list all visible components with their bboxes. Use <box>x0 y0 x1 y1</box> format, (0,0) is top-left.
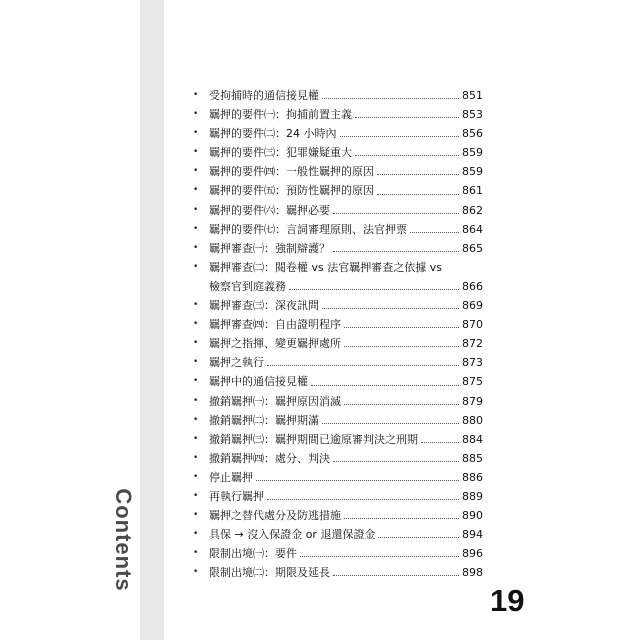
dot-leader <box>333 213 459 214</box>
toc-entry-page: 875 <box>462 375 483 389</box>
toc-entry-title: 羈押的要件㈥：羈押必要 <box>209 203 330 217</box>
toc-entry-title-continued: 檢察官到庭義務 <box>209 279 286 293</box>
toc-entry-title: 羈押之替代處分及防逃措施 <box>209 509 341 523</box>
toc-entry-page: 869 <box>462 299 483 313</box>
dot-leader <box>267 365 459 366</box>
toc-entry <box>193 124 483 143</box>
contents-side-label: Contents <box>111 488 136 592</box>
dot-leader <box>256 480 459 481</box>
toc-entry-title: 羈押的要件㈦：言詞審理原則、法官押票 <box>209 222 407 236</box>
toc-entry <box>193 392 483 411</box>
toc-entry-title: 羈押中的通信接見權 <box>209 375 308 389</box>
bullet-icon: • <box>193 433 199 444</box>
toc-entry-title: 羈押審查㈠：強制辯護？ <box>209 241 330 255</box>
bullet-icon: • <box>193 300 199 311</box>
dot-leader <box>344 327 459 328</box>
toc-entry <box>193 563 483 582</box>
toc-entry-page: 898 <box>462 566 483 580</box>
dot-leader <box>355 117 459 118</box>
toc-entry-page: 885 <box>462 451 483 465</box>
toc-entry-title: 受拘捕時的通信接見權 <box>209 89 319 102</box>
toc-entry-page: 890 <box>462 509 483 523</box>
dot-leader <box>333 251 459 252</box>
toc-entry-title: 再執行羈押 <box>209 489 264 503</box>
toc-entry <box>193 411 483 430</box>
dot-leader <box>378 537 459 538</box>
toc-entry-page: 864 <box>462 222 483 236</box>
bullet-icon: • <box>193 376 199 387</box>
bullet-icon: • <box>193 242 199 253</box>
bullet-icon: • <box>193 567 199 578</box>
toc-entry <box>193 487 483 506</box>
toc-entry-title: 羈押審查㈢：深夜訊問 <box>209 299 319 313</box>
toc-entry <box>193 258 483 296</box>
toc-entry-page: 894 <box>462 528 483 542</box>
dot-leader <box>311 385 459 386</box>
toc-entry-page: 886 <box>462 470 483 484</box>
toc-entry-title: 羈押的要件㈠：拘捕前置主義 <box>209 108 352 122</box>
toc-entry-title: 羈押的要件㈤：預防性羈押的原因 <box>209 184 374 198</box>
dot-leader <box>322 423 459 424</box>
toc-entry-page: 856 <box>462 127 483 141</box>
bullet-icon: • <box>193 471 199 482</box>
toc-entry-title: 限制出境㈡：期限及延長 <box>209 566 330 580</box>
toc-entry-title: 撤銷羈押㈣：處分、判決 <box>209 451 330 465</box>
toc-entry-title: 撤銷羈押㈡：羈押期滿 <box>209 413 319 427</box>
bullet-icon: • <box>193 414 199 425</box>
dot-leader <box>322 98 459 99</box>
toc-entry-page: 884 <box>462 432 483 446</box>
toc-entry-title: 撤銷羈押㈢：羈押期間已逾原審判決之刑期 <box>209 432 418 446</box>
bullet-icon: • <box>193 147 199 158</box>
dot-leader <box>344 346 459 347</box>
toc-entry <box>193 86 483 105</box>
bullet-icon: • <box>193 90 199 100</box>
toc-entry <box>193 315 483 334</box>
bullet-icon: • <box>193 185 199 196</box>
bullet-icon: • <box>193 338 199 349</box>
toc-entry-title: 羈押之指揮、變更羈押處所 <box>209 337 341 351</box>
dot-leader <box>421 442 459 443</box>
bullet-icon: • <box>193 204 199 215</box>
toc-entry <box>193 181 483 200</box>
toc-entry-title: 羈押之執行 <box>209 356 264 370</box>
toc-entry-page: 879 <box>462 394 483 408</box>
dot-leader <box>289 289 459 290</box>
dot-leader <box>267 499 459 500</box>
dot-leader <box>300 556 459 557</box>
toc-entry <box>193 105 483 124</box>
dot-leader <box>333 575 459 576</box>
bullet-icon: • <box>193 223 199 234</box>
bullet-icon: • <box>193 490 199 501</box>
dot-leader <box>377 174 459 175</box>
toc-entry-page: 859 <box>462 146 483 160</box>
toc-entry-page: 865 <box>462 241 483 255</box>
toc-entry-title: 羈押審查㈡：閱卷權 vs 法官羈押審查之依據 vs <box>209 260 442 274</box>
toc-entry-page: 851 <box>462 89 483 102</box>
toc-entry-page: 872 <box>462 337 483 351</box>
toc-entry-title: 停止羈押 <box>209 470 253 484</box>
bullet-icon: • <box>193 510 199 521</box>
toc-entry <box>193 353 483 372</box>
toc-entry <box>193 220 483 239</box>
toc-entry <box>193 239 483 258</box>
toc-entry <box>193 525 483 544</box>
dot-leader <box>344 518 459 519</box>
toc-entry <box>193 544 483 563</box>
bullet-icon: • <box>193 452 199 463</box>
toc-entry-title: 羈押的要件㈡：24 小時內 <box>209 127 337 141</box>
toc-entry-page: 866 <box>462 279 483 293</box>
table-of-contents <box>193 86 483 582</box>
dot-leader <box>322 308 459 309</box>
dot-leader <box>410 232 459 233</box>
toc-entry-page: 853 <box>462 108 483 122</box>
toc-entry-page: 880 <box>462 413 483 427</box>
toc-entry-title: 羈押的要件㈣：一般性羈押的原因 <box>209 165 374 179</box>
toc-entry-page: 862 <box>462 203 483 217</box>
bullet-icon: • <box>193 261 199 272</box>
toc-entry-title: 羈押的要件㈢：犯罪嫌疑重大 <box>209 146 352 160</box>
toc-entry <box>193 430 483 449</box>
bullet-icon: • <box>193 166 199 177</box>
toc-entry <box>193 506 483 525</box>
bullet-icon: • <box>193 109 199 120</box>
toc-entry-page: 861 <box>462 184 483 198</box>
toc-entry-page: 873 <box>462 356 483 370</box>
toc-entry-title: 限制出境㈠：要件 <box>209 547 297 561</box>
side-band <box>140 0 164 640</box>
toc-entry-title: 羈押審查㈣：自由證明程序 <box>209 318 341 332</box>
dot-leader <box>344 404 459 405</box>
toc-entry <box>193 296 483 315</box>
toc-entry-page: 859 <box>462 165 483 179</box>
bullet-icon: • <box>193 319 199 330</box>
bullet-icon: • <box>193 395 199 406</box>
dot-leader <box>340 136 460 137</box>
toc-entry <box>193 468 483 487</box>
toc-entry <box>193 201 483 220</box>
dot-leader <box>355 155 459 156</box>
bullet-icon: • <box>193 529 199 540</box>
bullet-icon: • <box>193 548 199 559</box>
dot-leader <box>377 194 459 195</box>
page-number: 19 <box>490 583 525 618</box>
toc-entry-page: 889 <box>462 489 483 503</box>
toc-entry-page: 896 <box>462 547 483 561</box>
toc-entry <box>193 372 483 391</box>
toc-entry <box>193 449 483 468</box>
toc-entry-title: 撤銷羈押㈠：羈押原因消滅 <box>209 394 341 408</box>
toc-entry-title: 具保 → 沒入保證金 or 退還保證金 <box>209 528 376 542</box>
toc-entry <box>193 334 483 353</box>
bullet-icon: • <box>193 128 199 139</box>
toc-entry <box>193 143 483 162</box>
toc-entry <box>193 162 483 181</box>
toc-entry-page: 870 <box>462 318 483 332</box>
dot-leader <box>333 461 459 462</box>
bullet-icon: • <box>193 357 199 368</box>
